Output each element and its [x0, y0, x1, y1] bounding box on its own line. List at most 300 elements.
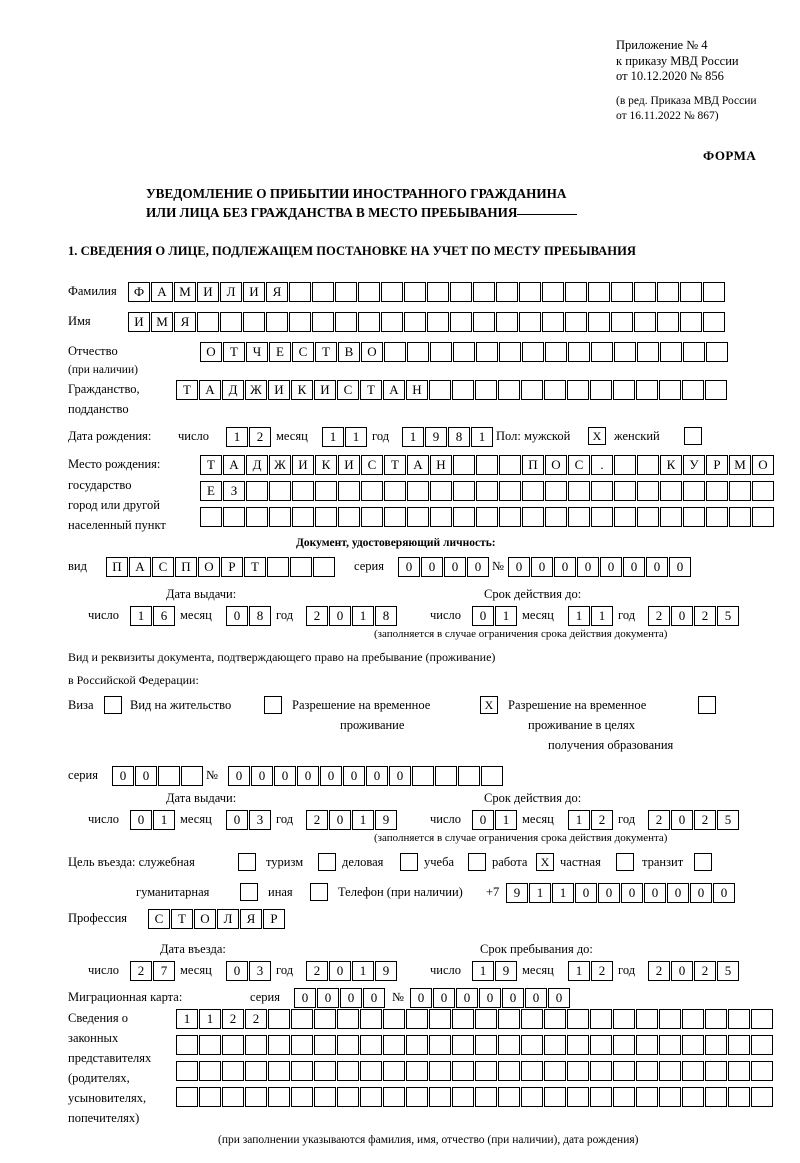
- grid-cell[interactable]: 1: [352, 810, 374, 830]
- grid-cell[interactable]: [568, 342, 590, 362]
- grid-cell[interactable]: 0: [502, 988, 524, 1008]
- grid-cell[interactable]: [544, 1035, 566, 1055]
- grid-cell[interactable]: [544, 380, 566, 400]
- sex-female-checkbox[interactable]: [684, 427, 702, 445]
- grid-cell[interactable]: [521, 380, 543, 400]
- grid-cell[interactable]: 9: [375, 961, 397, 981]
- grid-cell[interactable]: [522, 342, 544, 362]
- grid-cell[interactable]: [683, 507, 705, 527]
- grid-cell[interactable]: [452, 1009, 474, 1029]
- grid-cell[interactable]: [475, 380, 497, 400]
- grid-cell[interactable]: [476, 455, 498, 475]
- grid-cell[interactable]: 1: [322, 427, 344, 447]
- grid-cell[interactable]: 1: [495, 810, 517, 830]
- grid-cell[interactable]: [613, 1087, 635, 1107]
- grid-cell[interactable]: Р: [263, 909, 285, 929]
- grid-cell[interactable]: [453, 481, 475, 501]
- grid-cell[interactable]: [729, 481, 751, 501]
- grid-cell[interactable]: Т: [171, 909, 193, 929]
- grid-cell[interactable]: 0: [421, 557, 443, 577]
- grid-cell[interactable]: 0: [575, 883, 597, 903]
- grid-cell[interactable]: О: [198, 557, 220, 577]
- grid-cell[interactable]: [267, 557, 289, 577]
- grid-cell[interactable]: [476, 342, 498, 362]
- grid-cell[interactable]: [292, 481, 314, 501]
- grid-cell[interactable]: [338, 481, 360, 501]
- grid-cell[interactable]: [176, 1061, 198, 1081]
- grid-cell[interactable]: [269, 507, 291, 527]
- grid-cell[interactable]: [590, 1061, 612, 1081]
- grid-cell[interactable]: [498, 1087, 520, 1107]
- grid-cell[interactable]: 2: [222, 1009, 244, 1029]
- grid-cell[interactable]: [312, 282, 334, 302]
- grid-cell[interactable]: .: [591, 455, 613, 475]
- grid-cell[interactable]: [682, 1061, 704, 1081]
- grid-cell[interactable]: 0: [531, 557, 553, 577]
- grid-cell[interactable]: [197, 312, 219, 332]
- grid-cell[interactable]: [452, 1087, 474, 1107]
- grid-cell[interactable]: [268, 1009, 290, 1029]
- permit-issue-year-cells[interactable]: [306, 810, 398, 830]
- grid-cell[interactable]: 1: [568, 961, 590, 981]
- grid-cell[interactable]: Н: [406, 380, 428, 400]
- permit-valid-month-cells[interactable]: [568, 810, 614, 830]
- grid-cell[interactable]: С: [148, 909, 170, 929]
- grid-cell[interactable]: [706, 342, 728, 362]
- grid-cell[interactable]: [358, 312, 380, 332]
- grid-cell[interactable]: О: [200, 342, 222, 362]
- temp-residence-checkbox[interactable]: X: [480, 696, 498, 714]
- grid-cell[interactable]: [498, 1035, 520, 1055]
- grid-cell[interactable]: [315, 481, 337, 501]
- name-cells[interactable]: [128, 312, 726, 332]
- grid-cell[interactable]: [266, 312, 288, 332]
- grid-cell[interactable]: К: [315, 455, 337, 475]
- grid-cell[interactable]: [660, 342, 682, 362]
- grid-cell[interactable]: [429, 1009, 451, 1029]
- grid-cell[interactable]: [475, 1009, 497, 1029]
- grid-cell[interactable]: [590, 1009, 612, 1029]
- grid-cell[interactable]: [544, 1061, 566, 1081]
- citizenship-cells[interactable]: [176, 380, 728, 400]
- birthplace-state-cells[interactable]: [200, 455, 775, 475]
- grid-cell[interactable]: 0: [671, 810, 693, 830]
- grid-cell[interactable]: 2: [591, 961, 613, 981]
- grid-cell[interactable]: [567, 380, 589, 400]
- patronymic-cells[interactable]: [200, 342, 729, 362]
- grid-cell[interactable]: 0: [366, 766, 388, 786]
- grid-cell[interactable]: [614, 455, 636, 475]
- grid-cell[interactable]: 0: [320, 766, 342, 786]
- grid-cell[interactable]: 0: [669, 557, 691, 577]
- grid-cell[interactable]: [752, 507, 774, 527]
- grid-cell[interactable]: 3: [249, 961, 271, 981]
- grid-cell[interactable]: 0: [508, 557, 530, 577]
- grid-cell[interactable]: 9: [375, 810, 397, 830]
- grid-cell[interactable]: [453, 455, 475, 475]
- grid-cell[interactable]: [358, 282, 380, 302]
- grid-cell[interactable]: 0: [644, 883, 666, 903]
- grid-cell[interactable]: 0: [389, 766, 411, 786]
- grid-cell[interactable]: Т: [244, 557, 266, 577]
- grid-cell[interactable]: Р: [706, 455, 728, 475]
- grid-cell[interactable]: [705, 1087, 727, 1107]
- grid-cell[interactable]: [659, 1009, 681, 1029]
- grid-cell[interactable]: [383, 1035, 405, 1055]
- grid-cell[interactable]: И: [128, 312, 150, 332]
- grid-cell[interactable]: [521, 1035, 543, 1055]
- grid-cell[interactable]: [590, 380, 612, 400]
- profession-cells[interactable]: [148, 909, 286, 929]
- grid-cell[interactable]: [222, 1035, 244, 1055]
- grid-cell[interactable]: [383, 1087, 405, 1107]
- grid-cell[interactable]: 1: [591, 606, 613, 626]
- stay-day-cells[interactable]: [472, 961, 518, 981]
- grid-cell[interactable]: [452, 1061, 474, 1081]
- grid-cell[interactable]: [338, 507, 360, 527]
- grid-cell[interactable]: [476, 507, 498, 527]
- grid-cell[interactable]: [567, 1035, 589, 1055]
- grid-cell[interactable]: [360, 1035, 382, 1055]
- grid-cell[interactable]: [337, 1087, 359, 1107]
- grid-cell[interactable]: [637, 507, 659, 527]
- birth-day-cells[interactable]: [226, 427, 272, 447]
- grid-cell[interactable]: [498, 1009, 520, 1029]
- grid-cell[interactable]: [614, 507, 636, 527]
- grid-cell[interactable]: [637, 481, 659, 501]
- permit-valid-year-cells[interactable]: [648, 810, 740, 830]
- grid-cell[interactable]: 0: [479, 988, 501, 1008]
- grid-cell[interactable]: [361, 507, 383, 527]
- grid-cell[interactable]: 2: [306, 606, 328, 626]
- grid-cell[interactable]: 0: [667, 883, 689, 903]
- grid-cell[interactable]: [680, 312, 702, 332]
- grid-cell[interactable]: [567, 1009, 589, 1029]
- grid-cell[interactable]: [636, 1035, 658, 1055]
- grid-cell[interactable]: 1: [345, 427, 367, 447]
- grid-cell[interactable]: [683, 481, 705, 501]
- purpose-transit-checkbox[interactable]: [694, 853, 712, 871]
- surname-cells[interactable]: [128, 282, 726, 302]
- grid-cell[interactable]: 1: [529, 883, 551, 903]
- grid-cell[interactable]: [406, 1035, 428, 1055]
- grid-cell[interactable]: [199, 1035, 221, 1055]
- grid-cell[interactable]: 1: [176, 1009, 198, 1029]
- grid-cell[interactable]: 1: [568, 810, 590, 830]
- grid-cell[interactable]: 2: [648, 961, 670, 981]
- grid-cell[interactable]: [565, 312, 587, 332]
- grid-cell[interactable]: [682, 1009, 704, 1029]
- grid-cell[interactable]: [289, 282, 311, 302]
- grid-cell[interactable]: 1: [352, 961, 374, 981]
- grid-cell[interactable]: [682, 1087, 704, 1107]
- purpose-service-checkbox[interactable]: [238, 853, 256, 871]
- doc-issue-year-cells[interactable]: [306, 606, 398, 626]
- grid-cell[interactable]: [475, 1035, 497, 1055]
- grid-cell[interactable]: 1: [226, 427, 248, 447]
- grid-cell[interactable]: [290, 557, 312, 577]
- grid-cell[interactable]: Т: [315, 342, 337, 362]
- phone-cells[interactable]: [506, 883, 736, 903]
- grid-cell[interactable]: Т: [360, 380, 382, 400]
- birth-year-cells[interactable]: [402, 427, 494, 447]
- purpose-humanitarian-checkbox[interactable]: [240, 883, 258, 901]
- grid-cell[interactable]: М: [174, 282, 196, 302]
- permit-issue-day-cells[interactable]: [130, 810, 176, 830]
- grid-cell[interactable]: [751, 1087, 773, 1107]
- grid-cell[interactable]: 5: [717, 606, 739, 626]
- entry-month-cells[interactable]: [226, 961, 272, 981]
- grid-cell[interactable]: [614, 342, 636, 362]
- grid-cell[interactable]: И: [243, 282, 265, 302]
- grid-cell[interactable]: [406, 1009, 428, 1029]
- grid-cell[interactable]: [384, 342, 406, 362]
- permit-series-cells[interactable]: [112, 766, 204, 786]
- grid-cell[interactable]: 8: [375, 606, 397, 626]
- grid-cell[interactable]: [705, 1061, 727, 1081]
- grid-cell[interactable]: [613, 1009, 635, 1029]
- grid-cell[interactable]: [588, 312, 610, 332]
- grid-cell[interactable]: С: [337, 380, 359, 400]
- grid-cell[interactable]: [245, 1087, 267, 1107]
- grid-cell[interactable]: [476, 481, 498, 501]
- grid-cell[interactable]: М: [729, 455, 751, 475]
- grid-cell[interactable]: [613, 380, 635, 400]
- grid-cell[interactable]: [636, 1087, 658, 1107]
- doc-number-cells[interactable]: [508, 557, 692, 577]
- grid-cell[interactable]: А: [223, 455, 245, 475]
- grid-cell[interactable]: 0: [472, 810, 494, 830]
- grid-cell[interactable]: [360, 1009, 382, 1029]
- grid-cell[interactable]: [636, 1009, 658, 1029]
- purpose-tourism-checkbox[interactable]: [318, 853, 336, 871]
- grid-cell[interactable]: [545, 507, 567, 527]
- grid-cell[interactable]: 0: [363, 988, 385, 1008]
- grid-cell[interactable]: [473, 282, 495, 302]
- grid-cell[interactable]: [705, 1035, 727, 1055]
- grid-cell[interactable]: 0: [274, 766, 296, 786]
- grid-cell[interactable]: [682, 380, 704, 400]
- grid-cell[interactable]: [383, 1061, 405, 1081]
- grid-cell[interactable]: 2: [245, 1009, 267, 1029]
- grid-cell[interactable]: [729, 507, 751, 527]
- grid-cell[interactable]: [544, 1009, 566, 1029]
- grid-cell[interactable]: [314, 1061, 336, 1081]
- grid-cell[interactable]: [289, 312, 311, 332]
- grid-cell[interactable]: Н: [430, 455, 452, 475]
- grid-cell[interactable]: [481, 766, 503, 786]
- grid-cell[interactable]: [568, 481, 590, 501]
- grid-cell[interactable]: [499, 481, 521, 501]
- grid-cell[interactable]: [337, 1061, 359, 1081]
- grid-cell[interactable]: [545, 481, 567, 501]
- grid-cell[interactable]: Ф: [128, 282, 150, 302]
- grid-cell[interactable]: [522, 481, 544, 501]
- legal-rep-row-2[interactable]: [176, 1035, 774, 1055]
- grid-cell[interactable]: [243, 312, 265, 332]
- grid-cell[interactable]: 9: [495, 961, 517, 981]
- grid-cell[interactable]: 0: [444, 557, 466, 577]
- grid-cell[interactable]: [292, 507, 314, 527]
- grid-cell[interactable]: [452, 1035, 474, 1055]
- permit-issue-month-cells[interactable]: [226, 810, 272, 830]
- grid-cell[interactable]: [199, 1061, 221, 1081]
- grid-cell[interactable]: [752, 481, 774, 501]
- grid-cell[interactable]: 0: [343, 766, 365, 786]
- grid-cell[interactable]: О: [194, 909, 216, 929]
- grid-cell[interactable]: Р: [221, 557, 243, 577]
- grid-cell[interactable]: 0: [340, 988, 362, 1008]
- grid-cell[interactable]: [611, 312, 633, 332]
- grid-cell[interactable]: 0: [548, 988, 570, 1008]
- grid-cell[interactable]: 0: [525, 988, 547, 1008]
- grid-cell[interactable]: [590, 1035, 612, 1055]
- grid-cell[interactable]: К: [660, 455, 682, 475]
- grid-cell[interactable]: [381, 312, 403, 332]
- grid-cell[interactable]: [429, 1061, 451, 1081]
- grid-cell[interactable]: [450, 312, 472, 332]
- grid-cell[interactable]: [453, 342, 475, 362]
- grid-cell[interactable]: У: [683, 455, 705, 475]
- grid-cell[interactable]: [659, 1087, 681, 1107]
- grid-cell[interactable]: 0: [621, 883, 643, 903]
- grid-cell[interactable]: [404, 282, 426, 302]
- doc-kind-cells[interactable]: [106, 557, 336, 577]
- grid-cell[interactable]: Ж: [245, 380, 267, 400]
- grid-cell[interactable]: [158, 766, 180, 786]
- grid-cell[interactable]: Л: [217, 909, 239, 929]
- grid-cell[interactable]: [637, 455, 659, 475]
- grid-cell[interactable]: Д: [246, 455, 268, 475]
- grid-cell[interactable]: 1: [199, 1009, 221, 1029]
- grid-cell[interactable]: [542, 282, 564, 302]
- stay-month-cells[interactable]: [568, 961, 614, 981]
- grid-cell[interactable]: 8: [249, 606, 271, 626]
- grid-cell[interactable]: В: [338, 342, 360, 362]
- grid-cell[interactable]: [519, 312, 541, 332]
- grid-cell[interactable]: [636, 380, 658, 400]
- grid-cell[interactable]: [683, 342, 705, 362]
- grid-cell[interactable]: О: [545, 455, 567, 475]
- grid-cell[interactable]: [521, 1009, 543, 1029]
- grid-cell[interactable]: [728, 1035, 750, 1055]
- grid-cell[interactable]: [657, 312, 679, 332]
- purpose-other-checkbox[interactable]: [310, 883, 328, 901]
- grid-cell[interactable]: [614, 481, 636, 501]
- grid-cell[interactable]: Я: [266, 282, 288, 302]
- grid-cell[interactable]: [613, 1035, 635, 1055]
- grid-cell[interactable]: [176, 1087, 198, 1107]
- doc-issue-day-cells[interactable]: [130, 606, 176, 626]
- grid-cell[interactable]: [430, 507, 452, 527]
- grid-cell[interactable]: Е: [200, 481, 222, 501]
- grid-cell[interactable]: 0: [398, 557, 420, 577]
- grid-cell[interactable]: П: [522, 455, 544, 475]
- grid-cell[interactable]: [361, 481, 383, 501]
- grid-cell[interactable]: [269, 481, 291, 501]
- grid-cell[interactable]: [458, 766, 480, 786]
- grid-cell[interactable]: 2: [694, 606, 716, 626]
- grid-cell[interactable]: 9: [506, 883, 528, 903]
- birth-month-cells[interactable]: [322, 427, 368, 447]
- grid-cell[interactable]: И: [338, 455, 360, 475]
- grid-cell[interactable]: И: [197, 282, 219, 302]
- purpose-business-checkbox[interactable]: [400, 853, 418, 871]
- grid-cell[interactable]: [407, 507, 429, 527]
- grid-cell[interactable]: [499, 342, 521, 362]
- grid-cell[interactable]: [222, 1061, 244, 1081]
- grid-cell[interactable]: 9: [425, 427, 447, 447]
- grid-cell[interactable]: Т: [384, 455, 406, 475]
- grid-cell[interactable]: [705, 1009, 727, 1029]
- grid-cell[interactable]: [611, 282, 633, 302]
- grid-cell[interactable]: О: [361, 342, 383, 362]
- grid-cell[interactable]: [613, 1061, 635, 1081]
- grid-cell[interactable]: [176, 1035, 198, 1055]
- grid-cell[interactable]: [435, 766, 457, 786]
- grid-cell[interactable]: 1: [568, 606, 590, 626]
- grid-cell[interactable]: Е: [269, 342, 291, 362]
- grid-cell[interactable]: 5: [717, 810, 739, 830]
- grid-cell[interactable]: [519, 282, 541, 302]
- grid-cell[interactable]: [430, 481, 452, 501]
- stay-year-cells[interactable]: [648, 961, 740, 981]
- purpose-work-checkbox[interactable]: X: [536, 853, 554, 871]
- grid-cell[interactable]: А: [129, 557, 151, 577]
- purpose-private-checkbox[interactable]: [616, 853, 634, 871]
- grid-cell[interactable]: 0: [467, 557, 489, 577]
- grid-cell[interactable]: 0: [598, 883, 620, 903]
- grid-cell[interactable]: [660, 507, 682, 527]
- grid-cell[interactable]: [634, 282, 656, 302]
- grid-cell[interactable]: С: [292, 342, 314, 362]
- grid-cell[interactable]: [636, 1061, 658, 1081]
- grid-cell[interactable]: И: [292, 455, 314, 475]
- grid-cell[interactable]: [703, 312, 725, 332]
- grid-cell[interactable]: [475, 1087, 497, 1107]
- legal-rep-row-1[interactable]: [176, 1009, 774, 1029]
- grid-cell[interactable]: [268, 1087, 290, 1107]
- grid-cell[interactable]: [544, 1087, 566, 1107]
- grid-cell[interactable]: 5: [717, 961, 739, 981]
- grid-cell[interactable]: [680, 282, 702, 302]
- grid-cell[interactable]: [335, 312, 357, 332]
- doc-valid-day-cells[interactable]: [472, 606, 518, 626]
- grid-cell[interactable]: [496, 282, 518, 302]
- grid-cell[interactable]: К: [291, 380, 313, 400]
- grid-cell[interactable]: [591, 342, 613, 362]
- grid-cell[interactable]: [314, 1009, 336, 1029]
- grid-cell[interactable]: [427, 312, 449, 332]
- grid-cell[interactable]: Т: [223, 342, 245, 362]
- grid-cell[interactable]: М: [151, 312, 173, 332]
- grid-cell[interactable]: [223, 507, 245, 527]
- grid-cell[interactable]: 2: [694, 961, 716, 981]
- grid-cell[interactable]: 0: [226, 961, 248, 981]
- birthplace-city-cells-line2[interactable]: [200, 481, 775, 501]
- grid-cell[interactable]: [522, 507, 544, 527]
- grid-cell[interactable]: А: [407, 455, 429, 475]
- grid-cell[interactable]: [591, 507, 613, 527]
- grid-cell[interactable]: [728, 1087, 750, 1107]
- grid-cell[interactable]: 0: [577, 557, 599, 577]
- grid-cell[interactable]: 1: [495, 606, 517, 626]
- grid-cell[interactable]: И: [314, 380, 336, 400]
- grid-cell[interactable]: 0: [251, 766, 273, 786]
- grid-cell[interactable]: И: [268, 380, 290, 400]
- grid-cell[interactable]: [291, 1035, 313, 1055]
- grid-cell[interactable]: [705, 380, 727, 400]
